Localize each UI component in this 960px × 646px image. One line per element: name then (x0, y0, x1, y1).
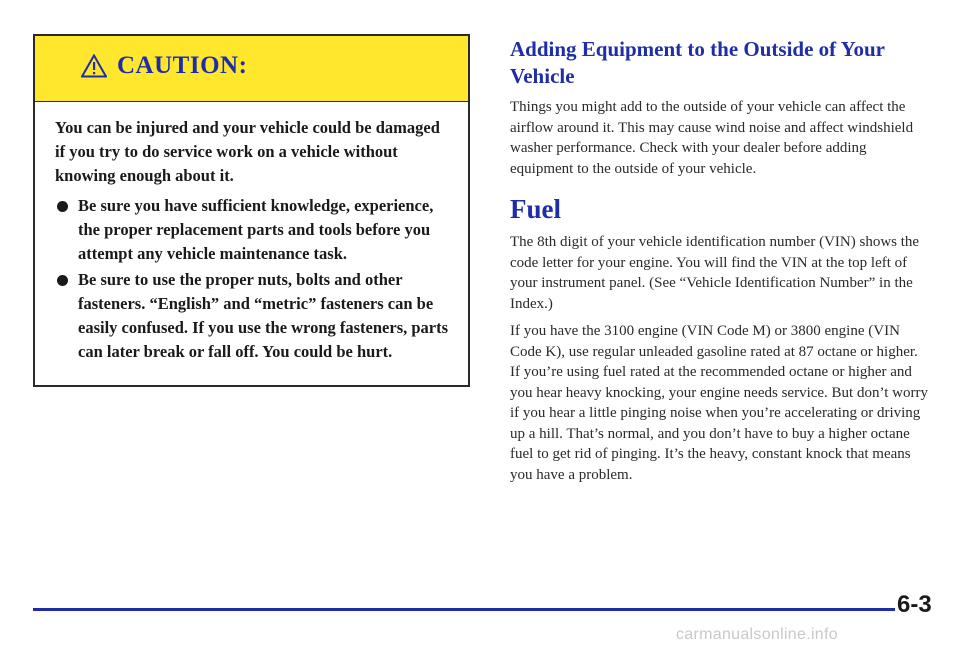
caution-intro: You can be injured and your vehicle could be damaged if you try to do service work on a vehicle without knowing enough about it. (55, 118, 440, 185)
section-title-fuel: Fuel (510, 194, 561, 224)
caution-bullet (55, 194, 450, 266)
caution-body (35, 102, 468, 364)
footer-rule (33, 608, 895, 611)
bullet-icon (57, 201, 68, 212)
section-paragraph: The 8th digit of your vehicle identification number (VIN) shows the code letter for your engine. You will find the VIN at the top left of your instrument panel. (See “Vehicle Identification Number” in the Index.) (510, 234, 920, 312)
caution-bullet-text: Be sure you have sufficient knowledge, experience, the proper replacement parts and tools before you attempt any vehicle maintenance task. (78, 196, 434, 263)
caution-title (81, 52, 247, 80)
caution-title-text: CAUTION: (117, 52, 248, 79)
right-column (510, 36, 930, 485)
section-title-adding-equipment: Adding Equipment to the Outside of Your Vehicle (510, 37, 885, 88)
caution-header (35, 36, 468, 102)
caution-bullet-list (55, 194, 450, 364)
caution-bullet (55, 268, 450, 364)
section-paragraph: If you have the 3100 engine (VIN Code M) or 3800 engine (VIN Code K), use regular unleaded gasoline rated at 87 octane or higher. If you’re using fuel rated at the recommended octane or higher and you hear heavy knocking, your engine needs service. But don’t worry if you hear a little pinging noise when you’re accelerating or driving up a hill. That’s normal, and you don’t have to buy a higher octane fuel to get rid of pinging. It’s the heavy, constant knock that means you have a problem. (510, 323, 928, 483)
watermark: carmanualsonline.info (676, 626, 838, 643)
bullet-icon (57, 275, 68, 286)
caution-bullet-text: Be sure to use the proper nuts, bolts and other fasteners. “English” and “metric” fasteners can be easily confused. If you use the wrong fasteners, parts can later break or fall off. You could be hurt. (78, 270, 449, 361)
warning-triangle-icon (81, 54, 107, 78)
caution-box (33, 34, 470, 387)
section-paragraph: Things you might add to the outside of your vehicle can affect the airflow around it. This may cause wind noise and affect windshield washer performance. Check with your dealer before adding equipment to the outside of your vehicle. (510, 99, 914, 177)
page-number: 6-3 (897, 591, 932, 618)
